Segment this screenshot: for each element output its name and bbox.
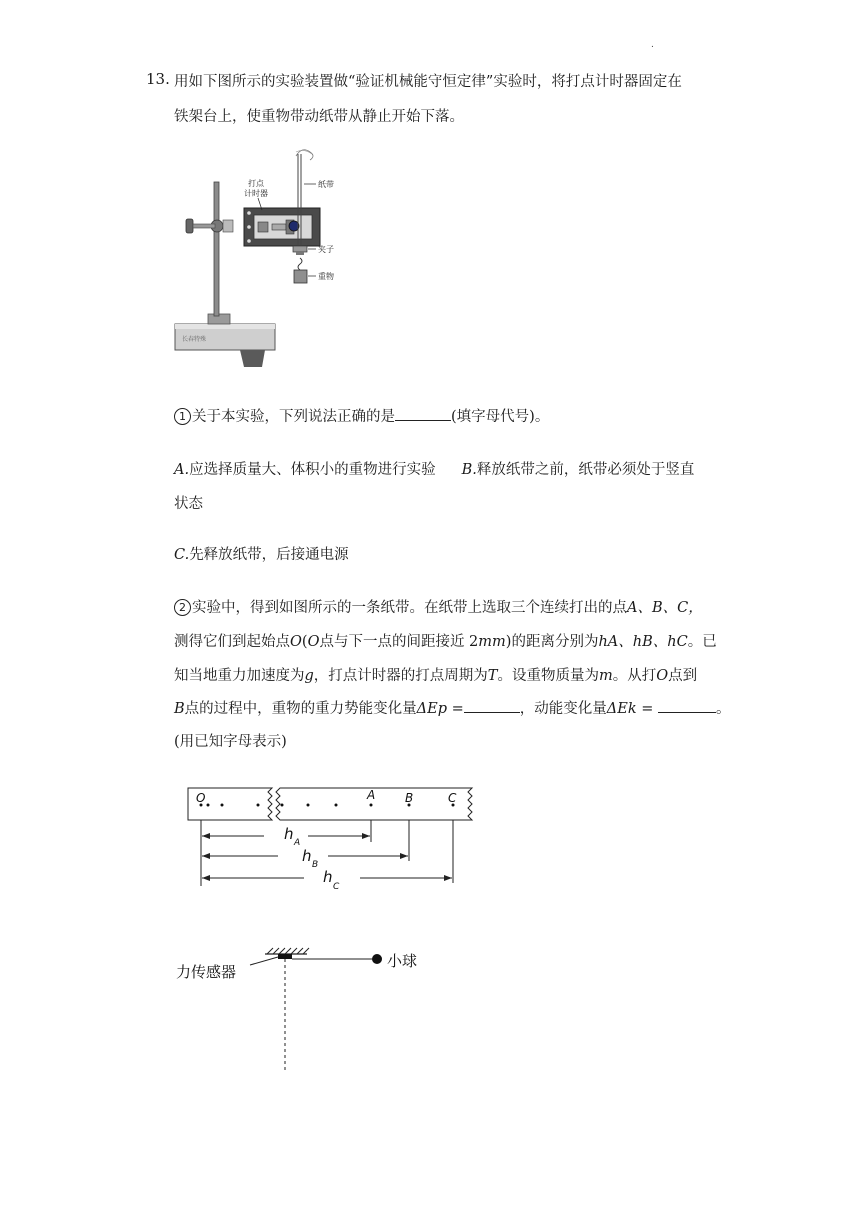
question-stem-line-1: 用如下图所示的实验装置做“验证机械能守恒定律”实验时，将打点计时器固定在 [174,74,682,90]
hc-label: h [323,868,333,886]
point-o-label: O [196,791,206,805]
option-b-letter: B. [461,462,477,478]
part2-l2-b: ( [301,634,308,650]
part1-answer-blank[interactable] [395,406,451,421]
clamp-knob [186,219,193,233]
part2-l4-ep: ΔEp = [416,701,464,717]
tape-label: 纸带 [318,180,334,189]
point-b-label: B [405,791,414,805]
part2-line-4 [174,697,730,718]
part2-l3-m: m [598,668,613,684]
tape-clip [293,246,307,252]
ha-label: h [284,825,294,843]
part2-line-1 [174,596,703,617]
hb-label: h [302,847,312,865]
tape-figure [180,782,480,894]
part2-l2-o2: O [307,634,320,650]
ball [372,954,382,964]
part2-l3-o: O [656,668,669,684]
part2-l2-d: )的距离分别为 [505,634,599,650]
sensor-figure [170,938,430,1073]
question-stem-line-2: 铁架台上，使重物带动纸带从静止开始下落。 [174,109,464,125]
kinetic-energy-blank[interactable] [658,698,716,713]
part2-l3-c: 。设重物质量为 [497,668,599,684]
option-c-text: 先释放纸带，后接通电源 [189,547,349,563]
force-sensor [278,954,292,959]
part2-line-3 [174,664,697,685]
part2-l1-text: 实验中，得到如图所示的一条纸带。在纸带上选取三个连续打出的点 [192,600,627,616]
part1-options-ab [174,458,694,479]
stand-rod [214,182,219,316]
part2-l4-c: ，动能变化量 [519,701,607,717]
part1-option-c [174,543,349,564]
part2-l2-mm: mm [478,634,506,650]
part2-l2-c: 点与下一点的间距接近 2 [319,634,479,650]
part2-l4-end: 。 [715,701,731,717]
point-c-label: C [448,791,457,805]
part1-suffix: (填字母代号)。 [451,409,550,425]
part2-l3-g: g [304,668,314,684]
part2-l3-t: T [487,668,498,684]
part2-l2-a: 测得它们到起始点 [174,634,290,650]
part2-line-5: (用已知字母表示) [174,734,287,750]
potential-energy-blank[interactable] [464,698,520,713]
sensor-label: 力传感器 [176,963,237,981]
timer-label-1: 打点 [248,179,264,188]
hb-sub: B [312,860,319,870]
weight-label: 重物 [318,272,334,281]
part2-l2-e: 。已 [687,634,717,650]
part1-marker: 1 [174,408,191,425]
part2-l3-a: 知当地重力加速度为 [174,668,305,684]
option-c-letter: C. [174,547,190,563]
option-b-continued: 状态 [174,496,203,512]
question-number: 13. [146,70,170,88]
base-label: 长春特殊 [182,336,207,343]
part2-marker: 2 [174,599,191,616]
part2-l3-d: 。从打 [612,668,657,684]
part2-l3-b: ，打点计时器的打点周期为 [313,668,488,684]
apparatus-figure [170,142,355,367]
part2-l4-b: B [174,701,185,717]
part2-l3-e: 点到 [668,668,698,684]
clip-label: 夹子 [318,245,334,254]
ha-sub: A [294,838,301,848]
part2-l2-h: hA、hB、hC [598,634,688,650]
weight-block [294,270,307,283]
timer-label-2: 计时器 [244,189,268,198]
option-a-letter: A. [174,462,190,478]
option-b-text: 释放纸带之前，纸带必须处于竖直 [476,462,695,478]
part2-l4-ek: ΔEk = [606,701,654,717]
part2-line-2 [174,630,717,651]
part2-l2-o: O [290,634,302,650]
part1-text: 关于本实验，下列说法正确的是 [192,409,395,425]
hc-sub: C [333,882,340,892]
option-a-text: 应选择质量大、体积小的重物进行实验 [189,462,436,478]
part2-l4-a: 点的过程中，重物的重力势能变化量 [184,701,417,717]
point-a-label: A [367,788,376,802]
part1-prompt [174,405,549,426]
ball-label: 小球 [387,952,418,970]
page-corner-mark: . [651,40,654,50]
part2-l1-points: A、B、C， [627,600,703,616]
table-leg [240,350,265,367]
